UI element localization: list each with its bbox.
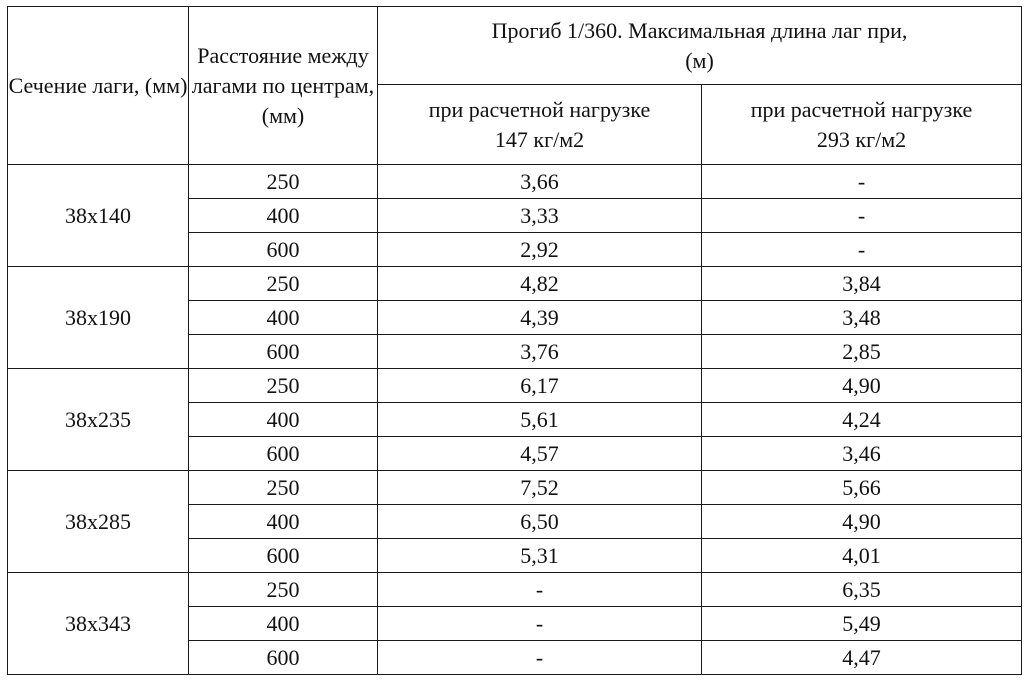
load-293-cell: 4,90 bbox=[702, 369, 1022, 403]
load-147-cell: 7,52 bbox=[378, 471, 702, 505]
spacing-cell: 600 bbox=[189, 539, 378, 573]
header-load-147 bbox=[378, 85, 702, 165]
load-293-cell: 3,46 bbox=[702, 437, 1022, 471]
table-row bbox=[8, 471, 1022, 505]
header-load-293 bbox=[702, 85, 1022, 165]
spacing-cell: 250 bbox=[189, 165, 378, 199]
header-load-293-line1: при расчетной нагрузке bbox=[750, 96, 973, 122]
spacing-cell: 600 bbox=[189, 437, 378, 471]
load-147-cell: - bbox=[378, 641, 702, 675]
table-row bbox=[8, 267, 1022, 301]
section-cell: 38x343 bbox=[8, 573, 189, 675]
spacing-cell: 250 bbox=[189, 573, 378, 607]
load-147-cell: 6,17 bbox=[378, 369, 702, 403]
spacing-cell: 400 bbox=[189, 607, 378, 641]
load-147-cell: 4,82 bbox=[378, 267, 702, 301]
load-293-cell: 3,48 bbox=[702, 301, 1022, 335]
spacing-cell: 400 bbox=[189, 199, 378, 233]
table-row bbox=[8, 369, 1022, 403]
spacing-cell: 600 bbox=[189, 335, 378, 369]
spacing-cell: 250 bbox=[189, 471, 378, 505]
load-293-cell: - bbox=[702, 165, 1022, 199]
header-load-293-line2: 293 кг/м2 bbox=[816, 126, 907, 152]
load-147-cell: 4,39 bbox=[378, 301, 702, 335]
header-deflection-line1: Прогиб 1/360. Максимальная длина лаг при, bbox=[491, 17, 908, 43]
load-147-cell: 5,61 bbox=[378, 403, 702, 437]
load-293-cell: - bbox=[702, 199, 1022, 233]
load-147-cell: 3,76 bbox=[378, 335, 702, 369]
header-deflection bbox=[378, 7, 1022, 85]
section-cell: 38x285 bbox=[8, 471, 189, 573]
load-147-cell: 3,66 bbox=[378, 165, 702, 199]
load-147-cell: 6,50 bbox=[378, 505, 702, 539]
load-293-cell: 4,47 bbox=[702, 641, 1022, 675]
load-147-cell: - bbox=[378, 573, 702, 607]
load-293-cell: 5,49 bbox=[702, 607, 1022, 641]
spacing-cell: 250 bbox=[189, 369, 378, 403]
header-load-147-line2: 147 кг/м2 bbox=[494, 126, 585, 152]
load-147-cell: 3,33 bbox=[378, 199, 702, 233]
header-spacing: Расстояние между лагами по центрам, (мм) bbox=[189, 7, 378, 165]
load-147-cell: 2,92 bbox=[378, 233, 702, 267]
load-293-cell: 5,66 bbox=[702, 471, 1022, 505]
load-147-cell: - bbox=[378, 607, 702, 641]
load-293-cell: 4,01 bbox=[702, 539, 1022, 573]
load-293-cell: 4,90 bbox=[702, 505, 1022, 539]
header-section: Сечение лаги, (мм) bbox=[8, 7, 189, 165]
load-147-cell: 4,57 bbox=[378, 437, 702, 471]
section-cell: 38x235 bbox=[8, 369, 189, 471]
table-body bbox=[8, 165, 1022, 675]
joist-span-table bbox=[7, 6, 1022, 675]
load-293-cell: 3,84 bbox=[702, 267, 1022, 301]
load-293-cell: 2,85 bbox=[702, 335, 1022, 369]
spacing-cell: 600 bbox=[189, 641, 378, 675]
table-row bbox=[8, 573, 1022, 607]
spacing-cell: 400 bbox=[189, 301, 378, 335]
section-cell: 38x190 bbox=[8, 267, 189, 369]
header-load-147-line1: при расчетной нагрузке bbox=[428, 96, 651, 122]
spacing-cell: 250 bbox=[189, 267, 378, 301]
table-header bbox=[8, 7, 1022, 165]
header-row-top bbox=[8, 7, 1022, 85]
table-row bbox=[8, 165, 1022, 199]
load-293-cell: 6,35 bbox=[702, 573, 1022, 607]
spacing-cell: 600 bbox=[189, 233, 378, 267]
spacing-cell: 400 bbox=[189, 403, 378, 437]
section-cell: 38x140 bbox=[8, 165, 189, 267]
load-293-cell: - bbox=[702, 233, 1022, 267]
spacing-cell: 400 bbox=[189, 505, 378, 539]
header-deflection-line2: (м) bbox=[685, 47, 714, 73]
load-293-cell: 4,24 bbox=[702, 403, 1022, 437]
load-147-cell: 5,31 bbox=[378, 539, 702, 573]
